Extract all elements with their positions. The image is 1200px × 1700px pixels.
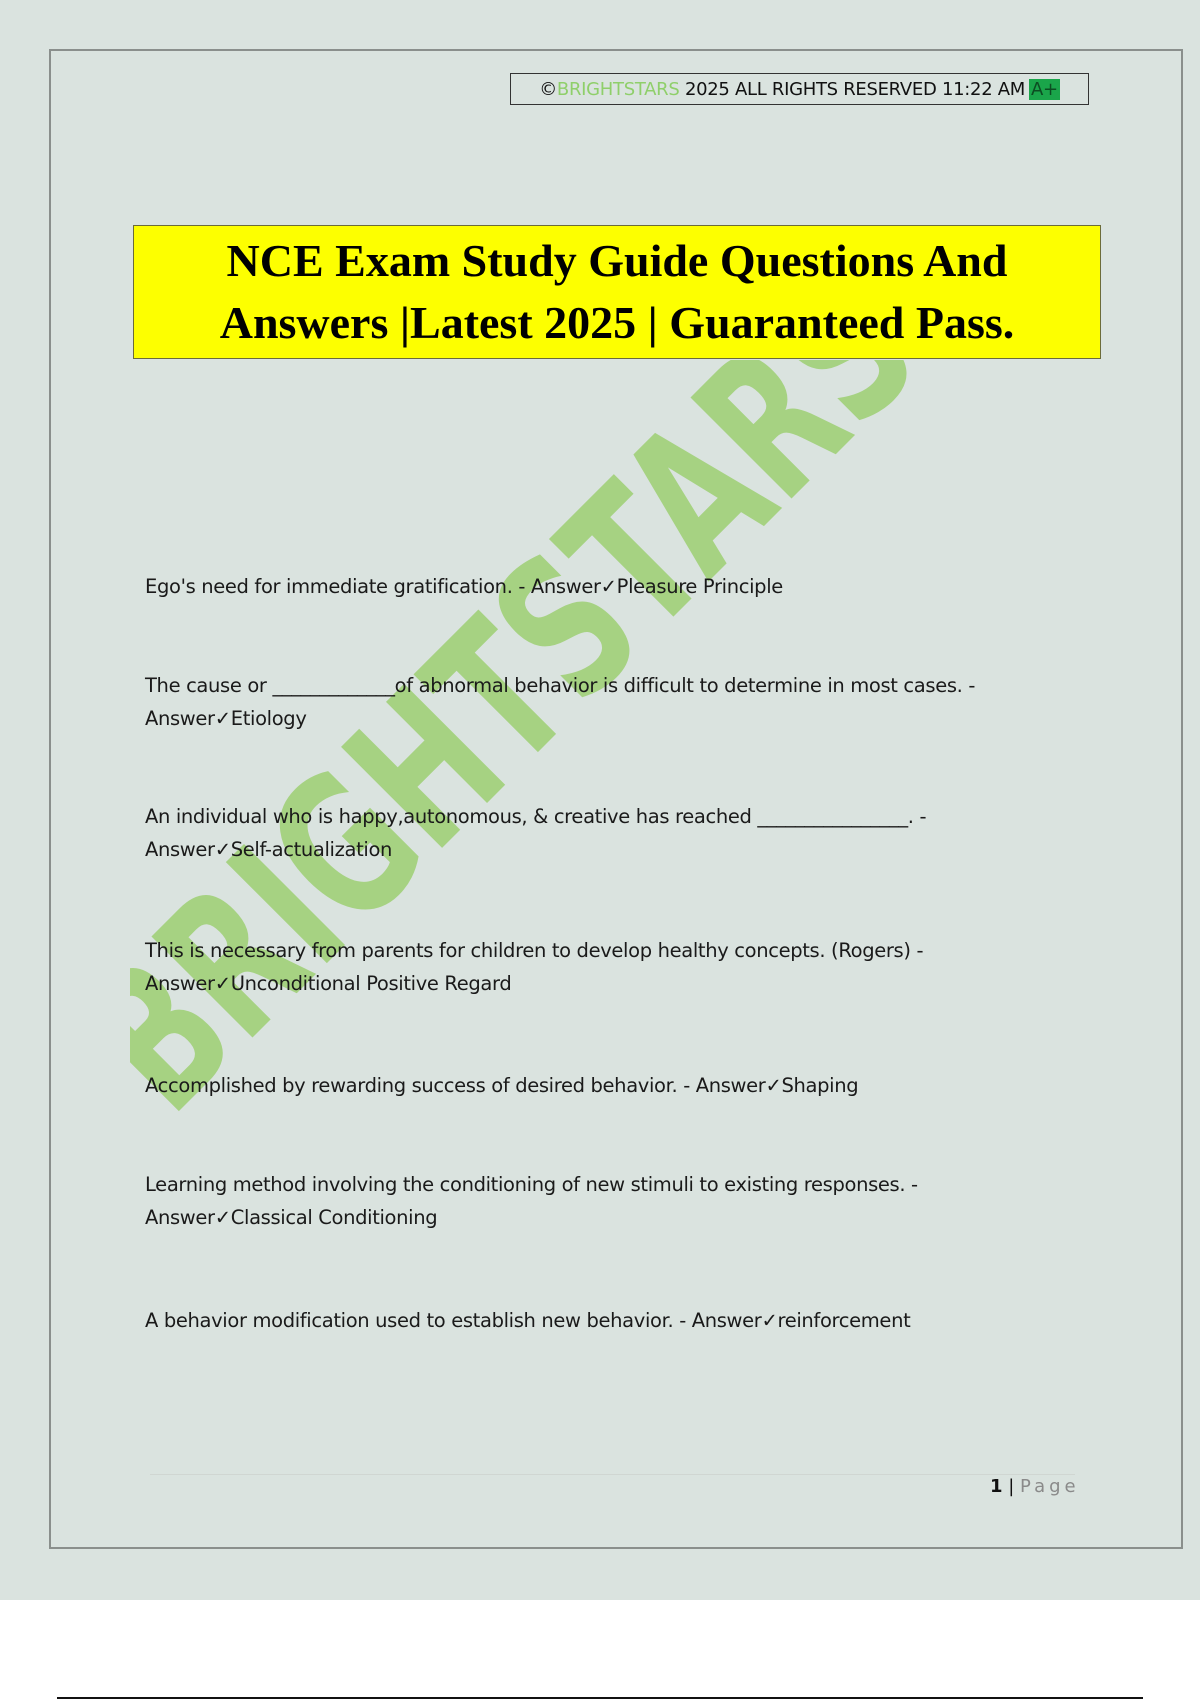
answer-text: reinforcement — [777, 1309, 911, 1332]
header-rights-text: 2025 ALL RIGHTS RESERVED 11:22 AM — [684, 78, 1026, 100]
title-line-1: NCE Exam Study Guide Questions And — [226, 235, 1008, 286]
check-mark-icon: ✓ — [600, 575, 617, 598]
question-text: A behavior modification used to establish new behavior. - Answer — [145, 1309, 762, 1332]
header-brand: BRIGHTSTARS — [556, 78, 680, 100]
question-text: Accomplished by rewarding success of desired behavior. - Answer — [145, 1074, 766, 1097]
bottom-rule — [57, 1697, 1143, 1699]
copyright-header — [510, 73, 1089, 105]
answer-text: Unconditional Positive Regard — [230, 972, 512, 995]
check-mark-icon: ✓ — [761, 1309, 778, 1332]
qa-item — [145, 669, 1045, 735]
page-label: Page — [1020, 1476, 1080, 1497]
page-number-value: 1 — [990, 1476, 1003, 1497]
answer-text: Etiology — [230, 707, 307, 730]
check-mark-icon: ✓ — [214, 838, 231, 861]
check-mark-icon: ✓ — [765, 1074, 782, 1097]
answer-text: Pleasure Principle — [616, 575, 783, 598]
footer-divider — [150, 1474, 1075, 1475]
qa-item — [145, 1069, 1045, 1102]
question-text: An individual who is happy,autonomous, & creative has reached ________________. - Answer — [145, 805, 927, 861]
question-text: Learning method involving the conditioning of new stimuli to existing responses. - Answer — [145, 1173, 918, 1229]
qa-item — [145, 570, 1045, 603]
qa-item — [145, 934, 1045, 1000]
check-mark-icon: ✓ — [214, 1206, 231, 1229]
check-mark-icon: ✓ — [214, 972, 231, 995]
qa-item — [145, 1304, 1045, 1337]
question-text: The cause or _____________of abnormal behavior is difficult to determine in most cases. - Answer — [145, 674, 976, 730]
page-separator: | — [1002, 1476, 1021, 1497]
page-number — [990, 1476, 1080, 1497]
copyright-symbol: © — [539, 78, 557, 100]
check-mark-icon: ✓ — [214, 707, 231, 730]
grade-badge: A+ — [1031, 78, 1058, 100]
title-line-2: Answers |Latest 2025 | Guaranteed Pass. — [219, 297, 1015, 348]
answer-text: Classical Conditioning — [230, 1206, 438, 1229]
document-title — [133, 225, 1101, 359]
qa-item — [145, 1168, 1045, 1234]
question-text: This is necessary from parents for children to develop healthy concepts. (Rogers) - Answer — [145, 939, 924, 995]
answer-text: Shaping — [781, 1074, 859, 1097]
qa-item — [145, 800, 1045, 866]
answer-text: Self-actualization — [230, 838, 393, 861]
question-text: Ego's need for immediate gratification. - Answer — [145, 575, 601, 598]
